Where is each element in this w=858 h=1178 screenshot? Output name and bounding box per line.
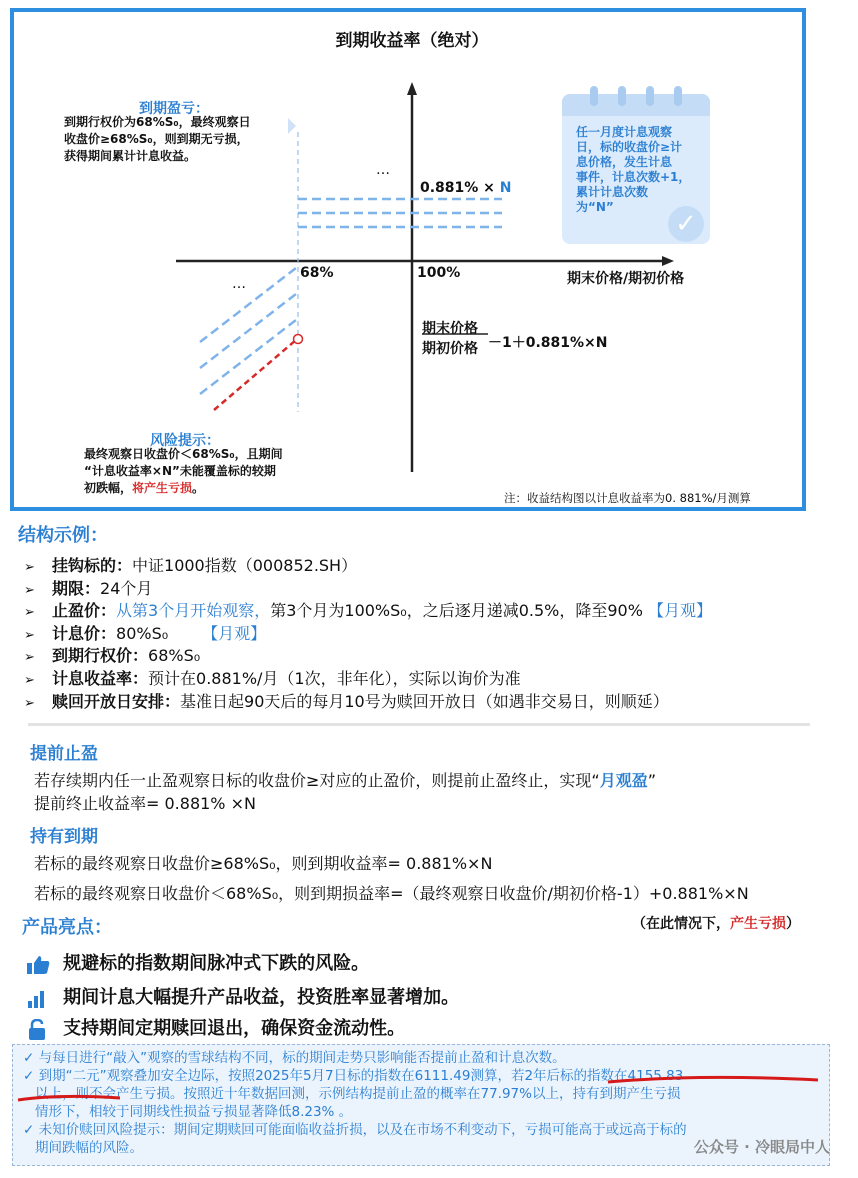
diagram-title: 到期收益率（绝对） [335, 31, 489, 51]
calendar-note-line: 任一月度计息观察 [576, 125, 673, 139]
watermark: 公众号 · 冷眼局中人 [693, 1138, 830, 1156]
profit-body-line: 到期行权价为68%S₀，最终观察日 [64, 115, 251, 129]
arrow-bullet-icon: ➢ [24, 605, 35, 621]
y-axis-arrow-icon [407, 82, 417, 95]
diagram-footnote: 注：收益结构图以计息收益率为0. 881%/月测算 [504, 491, 751, 505]
highlight-item: 支持期间定期赎回退出，确保资金流动性。 [26, 1014, 405, 1041]
risk-title: 风险提示： [150, 433, 220, 449]
divider [28, 723, 810, 726]
loss-side-note: （在此情况下，产生亏损） [632, 916, 800, 932]
arrow-bullet-icon: ➢ [24, 695, 35, 711]
note-line: 情形下，相较于同期线性损益亏损显著降低8.23% 。 [35, 1104, 353, 1120]
calendar-note-line: 累计计息次数 [576, 185, 649, 199]
risk-body [84, 446, 334, 497]
risk-point-icon [294, 335, 303, 344]
note-line: 以上，则不会产生亏损。按照近十年数据回测，示例结构提前止盈的概率在77.97%以上，持有到期产生亏损 [35, 1086, 681, 1102]
calendar-note-line: 事件，计息次数+1， [576, 170, 691, 184]
structure-item: ➢ 计息收益率：预计在0.881%/月（1次，非年化），实际以询价为准 [24, 668, 824, 691]
profit-body-line: 获得期间累计计息收益。 [64, 149, 197, 163]
structure-item: ➢ 计息价：80%S₀ 【月观】 [24, 623, 824, 646]
calendar-note-line: 日，标的收盘价≥计 [576, 140, 683, 154]
arrow-bullet-icon: ➢ [24, 582, 35, 598]
risk-body-line: “计息收益率×N”未能覆盖标的较期 [84, 464, 276, 478]
structure-item: ➢ 挂钩标的：中证1000指数（000852.SH） [24, 555, 824, 578]
formula-tail: －1＋0.881%×N [488, 335, 608, 351]
payoff-diagram [14, 12, 810, 515]
loss-lines [200, 268, 296, 394]
note-line: 期间跌幅的风险。 [35, 1140, 143, 1156]
calendar-note-line: 息价格，发生计息 [576, 155, 673, 169]
hold-title: 持有到期 [30, 827, 98, 847]
structure-item: ➢ 止盈价：从第3个月开始观察，第3个月为100%S₀，之后逐月递减0.5%，降至90% 【月观】 [24, 600, 824, 623]
early-title: 提前止盈 [30, 744, 98, 764]
risk-body-line: 最终观察日收盘价＜68%S₀，且期间 [84, 447, 283, 461]
profit-title: 到期盈亏： [139, 101, 209, 117]
hold-line-1: 若标的最终观察日收盘价≥68%S₀，则到期收益率= 0.881%×N [34, 854, 493, 873]
arrow-bullet-icon: ➢ [24, 560, 35, 575]
ellipsis-upper: … [376, 162, 390, 178]
structure-item: ➢ 到期行权价：68%S₀ [24, 645, 824, 668]
formula-denominator: 期初价格 [422, 341, 478, 357]
profit-body-line: 收盘价≥68%S₀，则到期无亏损， [64, 132, 249, 146]
coupon-label-n: N [499, 180, 512, 196]
tick-100: 100% [417, 265, 461, 281]
early-line-2: 提前终止收益率= 0.881% ×N [34, 794, 256, 813]
risk-loss-text: 将产生亏损 [132, 481, 193, 495]
structure-item: ➢ 期限：24个月 [24, 578, 824, 601]
highlights-title: 产品亮点： [22, 917, 112, 938]
bar-chart-icon [26, 989, 50, 1009]
profit-body [64, 114, 294, 165]
risk-body-line: 初跌幅，将产生亏损。 [84, 481, 205, 495]
arrow-bullet-icon: ➢ [24, 650, 35, 666]
coupon-label [420, 180, 512, 196]
structure-item: ➢ 赎回开放日安排：基准日起90天后的每月10号为赎回开放日（如遇非交易日，则顺延） [24, 691, 824, 714]
check-icon: ✓ [668, 206, 704, 242]
hold-line-2: 若标的最终观察日收盘价＜68%S₀，则到期损益率=（最终观察日收盘价/期初价格-1）+0.881%×N [34, 884, 749, 903]
tick-68: 68% [300, 265, 334, 281]
note-line: ✓ 到期“二元”观察叠加安全边际，按照2025年5月7日标的指数在6111.49测算，若2年后标的指数在4155.83 [23, 1068, 684, 1084]
calendar-note [576, 125, 702, 215]
coupon-lines [298, 199, 502, 227]
note-line: ✓ 未知价赎回风险提示：期间定期赎回可能面临收益折损，以及在市场不利变动下，亏损可能高于或远高于标的 [23, 1122, 687, 1138]
highlight-item: 期间计息大幅提升产品收益，投资胜率显著增加。 [26, 983, 459, 1009]
x-axis-label: 期末价格/期初价格 [567, 271, 685, 287]
payoff-diagram-panel [10, 8, 806, 511]
structure-list [24, 555, 824, 713]
coupon-label-text: 0.881% × [420, 180, 500, 196]
arrow-bullet-icon: ➢ [24, 672, 35, 688]
structure-title: 结构示例： [18, 525, 108, 546]
unlock-icon [26, 1019, 50, 1041]
ellipsis-lower: … [232, 276, 246, 292]
x-axis-arrow-icon [662, 256, 674, 266]
calendar-note-line: 为“N” [576, 200, 614, 214]
red-underline-annotation [0, 1060, 858, 1110]
highlight-item: 规避标的指数期间脉冲式下跌的风险。 [26, 949, 369, 975]
arrow-bullet-icon: ➢ [24, 627, 35, 643]
early-line-1: 若存续期内任一止盈观察日标的收盘价≥对应的止盈价，则提前止盈终止，实现“月观盈” [34, 771, 657, 790]
thumbs-up-icon [26, 955, 50, 975]
note-line: ✓ 与每日进行“敲入”观察的雪球结构不同，标的期间走势只影响能否提前止盈和计息次数。 [23, 1050, 566, 1066]
formula-numerator: 期末价格 [422, 321, 478, 337]
